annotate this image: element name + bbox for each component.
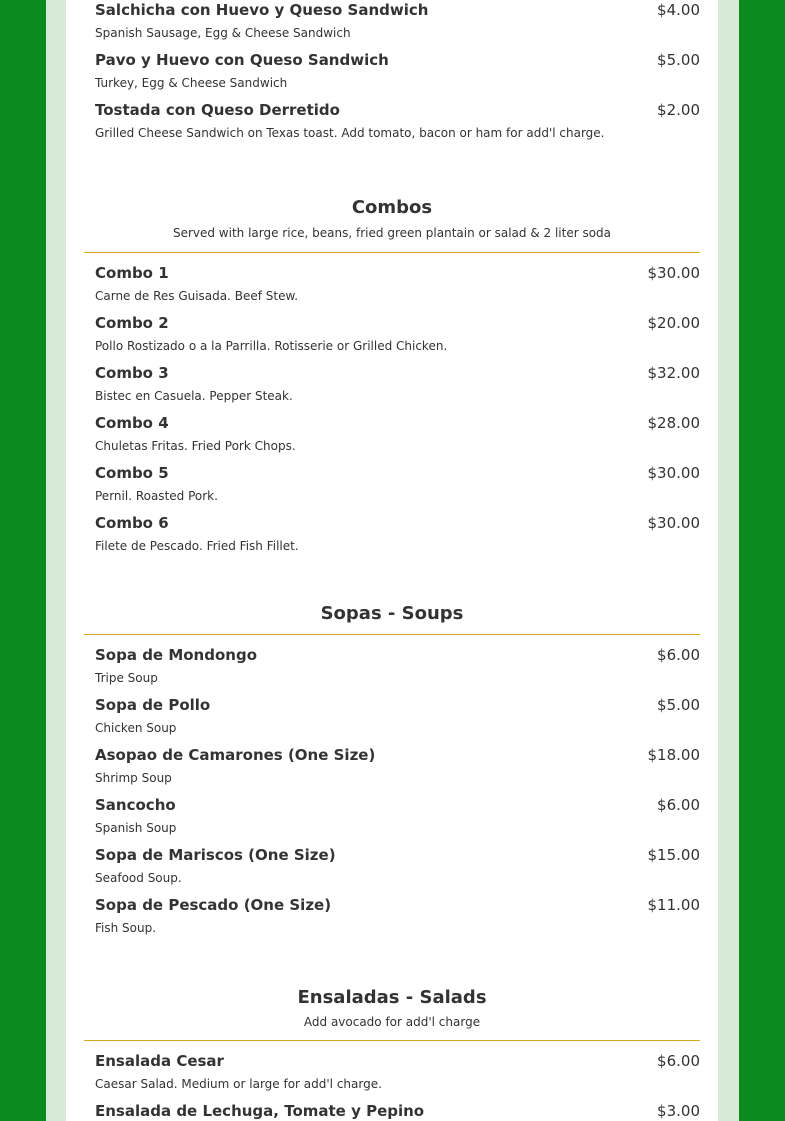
item-description: Turkey, Egg & Cheese Sandwich xyxy=(95,76,288,90)
menu-item[interactable] xyxy=(84,895,700,945)
item-price: $28.00 xyxy=(647,414,700,432)
item-description: Spanish Soup xyxy=(95,821,177,835)
item-name: Sopa de Pollo xyxy=(95,696,211,714)
menu-item[interactable] xyxy=(84,1051,700,1101)
item-price: $4.00 xyxy=(657,1,700,19)
menu-item[interactable] xyxy=(84,413,700,463)
item-name: Combo 2 xyxy=(95,314,169,332)
item-description: Filete de Pescado. Fried Fish Fillet. xyxy=(95,539,299,553)
menu-item[interactable] xyxy=(84,0,700,50)
item-name: Salchicha con Huevo y Queso Sandwich xyxy=(95,1,429,19)
section-salads xyxy=(84,986,700,1121)
menu-item[interactable] xyxy=(84,363,700,413)
menu-item[interactable] xyxy=(84,845,700,895)
section-combos xyxy=(84,196,700,563)
item-description: Fish Soup. xyxy=(95,921,157,935)
item-name: Combo 4 xyxy=(95,414,169,432)
item-description: Pernil. Roasted Pork. xyxy=(95,489,218,503)
menu-page xyxy=(66,0,718,1121)
menu-item[interactable] xyxy=(84,313,700,363)
item-description: Grilled Cheese Sandwich on Texas toast. Add tomato, bacon or ham for add'l charge. xyxy=(95,126,605,140)
section-title: Sopas - Soups xyxy=(320,603,464,624)
menu-item[interactable] xyxy=(84,645,700,695)
item-price: $30.00 xyxy=(647,464,700,482)
item-price: $6.00 xyxy=(657,796,700,814)
menu-item[interactable] xyxy=(84,745,700,795)
section-subtitle: Add avocado for add'l charge xyxy=(303,1015,481,1029)
item-name: Tostada con Queso Derretido xyxy=(95,101,340,119)
item-price: $6.00 xyxy=(657,1052,700,1070)
item-name: Sancocho xyxy=(95,796,176,814)
item-description: Pollo Rostizado o a la Parrilla. Rotisserie or Grilled Chicken. xyxy=(95,339,448,353)
item-name: Ensalada de Lechuga, Tomate y Pepino xyxy=(95,1102,425,1120)
item-price: $30.00 xyxy=(647,264,700,282)
item-price: $2.00 xyxy=(657,101,700,119)
item-price: $32.00 xyxy=(647,364,700,382)
item-description: Bistec en Casuela. Pepper Steak. xyxy=(95,389,293,403)
item-name: Asopao de Camarones (One Size) xyxy=(95,746,376,764)
item-description: Carne de Res Guisada. Beef Stew. xyxy=(95,289,299,303)
menu-item[interactable] xyxy=(84,50,700,100)
section-soups xyxy=(84,602,700,945)
menu-item[interactable] xyxy=(84,100,700,150)
item-description: Chicken Soup xyxy=(95,721,177,735)
item-price: $15.00 xyxy=(647,846,700,864)
item-name: Sopa de Mondongo xyxy=(95,646,257,664)
item-description: Chuletas Fritas. Fried Pork Chops. xyxy=(95,439,296,453)
item-description: Spanish Sausage, Egg & Cheese Sandwich xyxy=(95,26,351,40)
section-title: Ensaladas - Salads xyxy=(297,987,487,1008)
item-description: Caesar Salad. Medium or large for add'l charge. xyxy=(95,1077,382,1091)
item-price: $3.00 xyxy=(657,1102,700,1120)
menu-item[interactable] xyxy=(84,463,700,513)
item-name: Combo 5 xyxy=(95,464,169,482)
menu-item[interactable] xyxy=(84,513,700,563)
menu-item[interactable] xyxy=(84,1101,700,1121)
item-name: Pavo y Huevo con Queso Sandwich xyxy=(95,51,389,69)
item-price: $5.00 xyxy=(657,696,700,714)
menu-item[interactable] xyxy=(84,263,700,313)
menu-item[interactable] xyxy=(84,695,700,745)
item-price: $18.00 xyxy=(647,746,700,764)
item-description: Shrimp Soup xyxy=(95,771,172,785)
item-name: Sopa de Mariscos (One Size) xyxy=(95,846,336,864)
item-name: Combo 1 xyxy=(95,264,169,282)
menu-item[interactable] xyxy=(84,795,700,845)
item-name: Combo 3 xyxy=(95,364,169,382)
item-name: Sopa de Pescado (One Size) xyxy=(95,896,332,914)
item-price: $30.00 xyxy=(647,514,700,532)
item-price: $11.00 xyxy=(647,896,700,914)
section-subtitle: Served with large rice, beans, fried green plantain or salad & 2 liter soda xyxy=(172,226,612,240)
item-price: $5.00 xyxy=(657,51,700,69)
item-description: Tripe Soup xyxy=(95,671,158,685)
item-description: Seafood Soup. xyxy=(95,871,182,885)
section-sandwiches xyxy=(84,0,700,150)
item-price: $20.00 xyxy=(647,314,700,332)
item-name: Ensalada Cesar xyxy=(95,1052,224,1070)
item-name: Combo 6 xyxy=(95,514,169,532)
section-title: Combos xyxy=(351,197,433,218)
item-price: $6.00 xyxy=(657,646,700,664)
